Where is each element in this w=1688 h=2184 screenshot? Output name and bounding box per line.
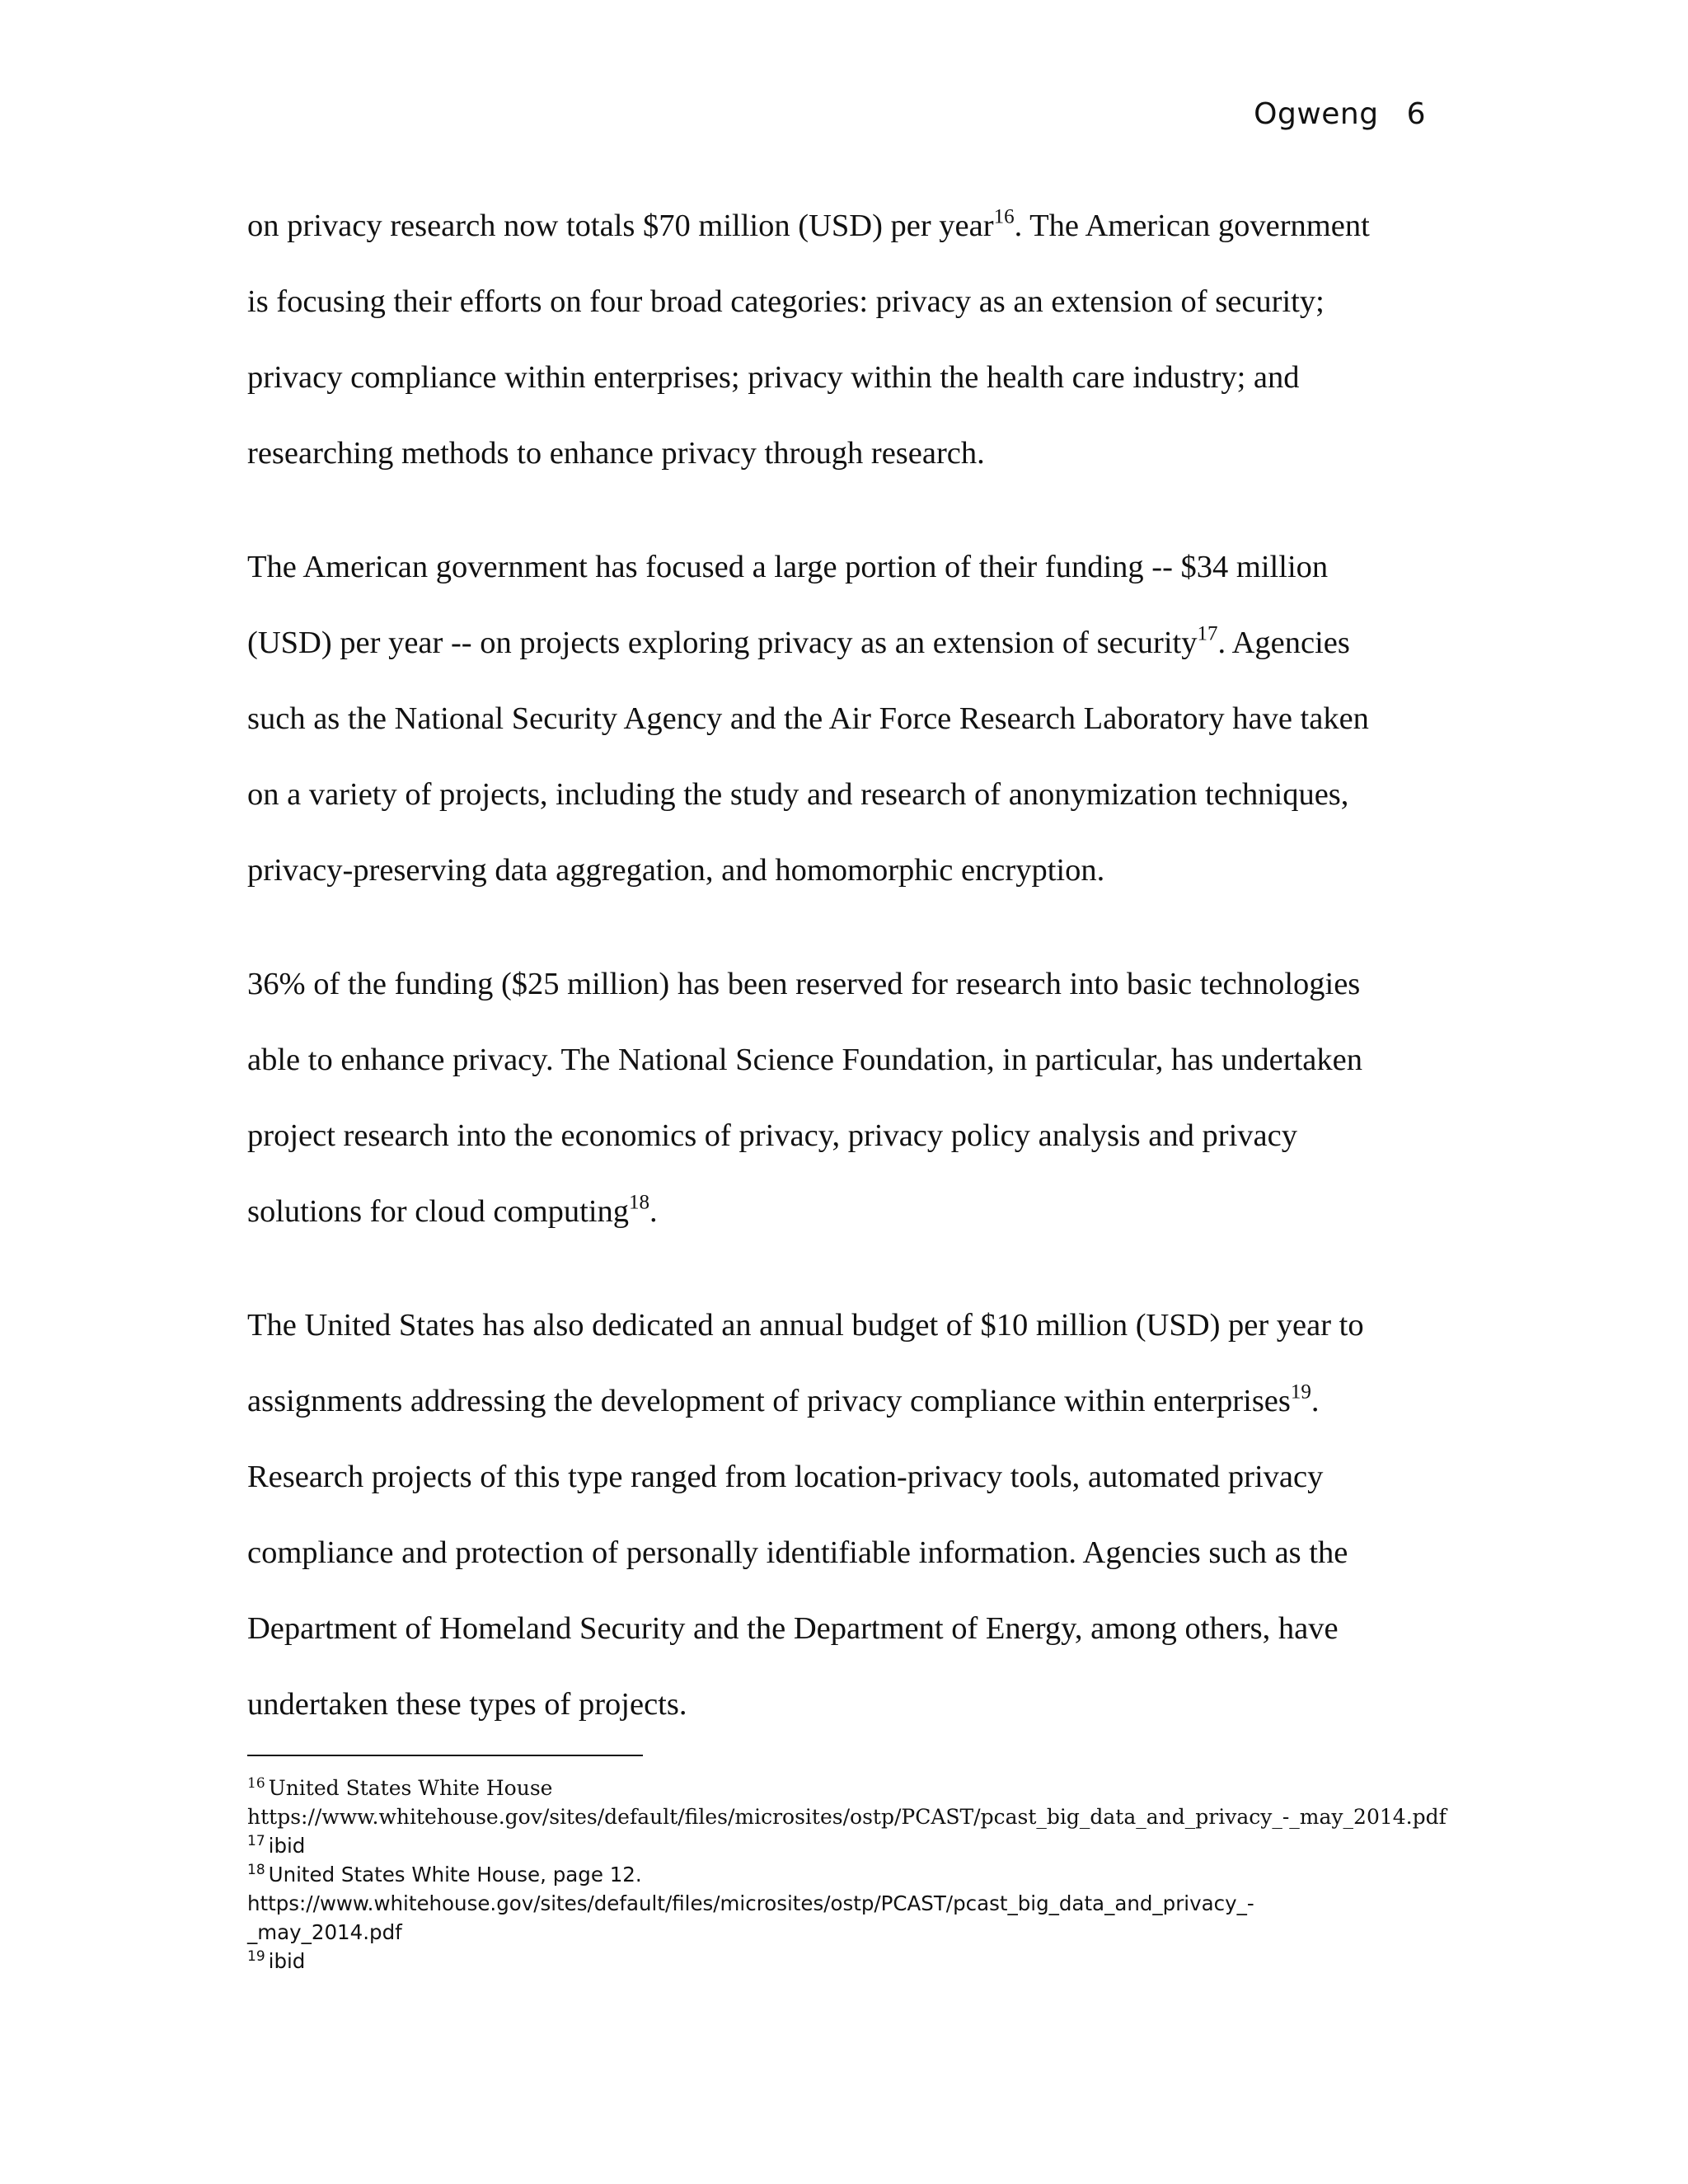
footnote-18 [247, 1860, 1459, 1947]
paragraph [247, 188, 1442, 491]
footnote-separator [247, 1755, 643, 1756]
text-line: researching methods to enhance privacy through research. [247, 436, 985, 471]
text-line: 36% of the funding ($25 million) has been reserved for research into basic technologies [247, 967, 1361, 1001]
text-line: The American government has focused a large portion of their funding -- $34 million [247, 550, 1329, 584]
footnote-ref-18: 18 [629, 1191, 650, 1214]
footnote-ref-17: 17 [1197, 622, 1218, 645]
footnote-19 [247, 1947, 1459, 1975]
text-line: The United States has also dedicated an annual budget of $10 million (USD) per year to [247, 1308, 1364, 1343]
text-line: able to enhance privacy. The National Science Foundation, in particular, has undertaken [247, 1043, 1362, 1077]
footnote-text: ibid [268, 1834, 306, 1858]
footnote-17 [247, 1831, 1459, 1860]
running-header [1254, 97, 1426, 131]
footnote-url-continuation[interactable]: _may_2014.pdf [247, 1920, 402, 1944]
paragraph [247, 1287, 1442, 1742]
text-line: privacy compliance within enterprises; privacy within the health care industry; and [247, 360, 1300, 395]
footnote-text: ibid [268, 1949, 306, 1973]
footnote-text: United States White House, page 12. [268, 1863, 642, 1886]
header-page-number: 6 [1406, 97, 1426, 131]
footnote-ref-16: 16 [993, 205, 1015, 228]
footnote-text: United States White House [268, 1776, 553, 1800]
text-line: such as the National Security Agency and the Air Force Research Laboratory have taken [247, 701, 1369, 736]
footnote-ref-19: 19 [1290, 1380, 1311, 1404]
text-line: solutions for cloud computing$^{18}$. [247, 1191, 658, 1229]
paragraph [247, 529, 1442, 908]
footnote-16 [247, 1774, 1459, 1831]
footnotes [247, 1774, 1459, 1975]
header-author: Ogweng [1254, 97, 1379, 131]
text-line: is focusing their efforts on four broad categories: privacy as an extension of security; [247, 284, 1325, 319]
footnote-number: 17 [247, 1832, 265, 1849]
text-line: compliance and protection of personally identifiable information. Agencies such as the [247, 1535, 1348, 1570]
text-line: Research projects of this type ranged from location-privacy tools, automated privacy [247, 1460, 1324, 1494]
footnote-url[interactable]: https://www.whitehouse.gov/sites/default/files/microsites/ostp/PCAST/pcast_big_data_and_privacy_- [247, 1891, 1254, 1915]
text-line: assignments addressing the development of privacy compliance within enterprises$^{19}$. [247, 1380, 1320, 1418]
footnote-url[interactable]: https://www.whitehouse.gov/sites/default/files/microsites/ostp/PCAST/pcast_big_data_and_privacy_-_may_2014.pdf [247, 1805, 1447, 1829]
paragraph [247, 946, 1442, 1249]
footnote-number: 19 [247, 1947, 265, 1965]
text-line: on a variety of projects, including the study and research of anonymization techniques, [247, 777, 1349, 812]
text-line: undertaken these types of projects. [247, 1687, 687, 1722]
footnote-number: 18 [247, 1861, 265, 1878]
text-line: Department of Homeland Security and the Department of Energy, among others, have [247, 1611, 1339, 1646]
text-line: privacy-preserving data aggregation, and homomorphic encryption. [247, 853, 1105, 888]
text-line: project research into the economics of privacy, privacy policy analysis and privacy [247, 1118, 1297, 1153]
body-text [247, 188, 1442, 1742]
text-line: (USD) per year -- on projects exploring privacy as an extension of security$^{17}$. Agencies [247, 622, 1350, 660]
text-line: on privacy research now totals $70 million (USD) per year$^{16}$. The American government [247, 205, 1370, 243]
footnote-number: 16 [247, 1774, 265, 1792]
